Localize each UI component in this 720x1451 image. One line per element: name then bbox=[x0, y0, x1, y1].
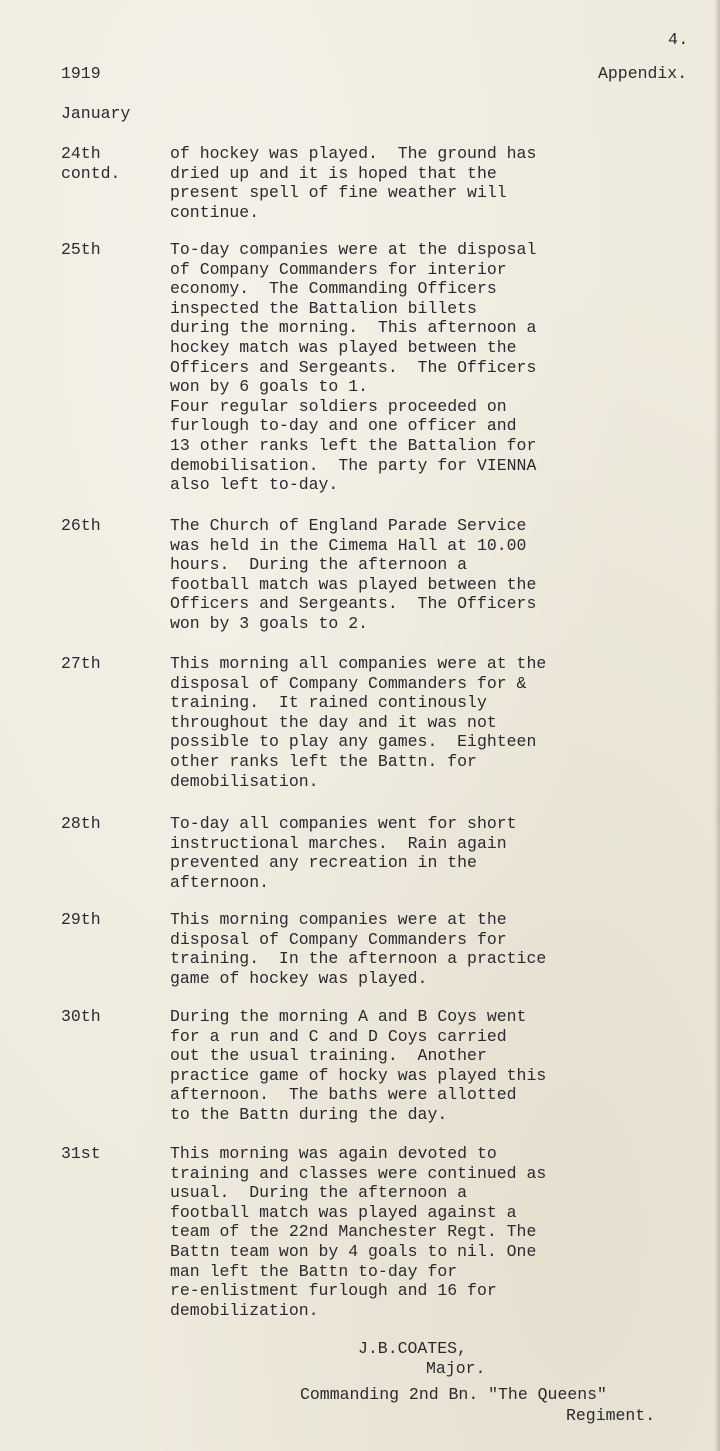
entry-line: of hockey was played. The ground has bbox=[170, 144, 537, 163]
signature-regiment-line: Regiment. bbox=[566, 1406, 656, 1425]
entry-line: furlough to-day and one officer and bbox=[170, 416, 517, 436]
entry-line: This morning all companies were at the bbox=[170, 654, 547, 673]
entry-line: also left to-day. bbox=[170, 475, 339, 495]
entry-line: training. In the afternoon a practice bbox=[170, 949, 547, 969]
entry-line: dried up and it is hoped that the bbox=[170, 163, 497, 183]
entry-line: usual. During the afternoon a bbox=[170, 1183, 468, 1203]
paper-edge-shadow bbox=[714, 0, 720, 1451]
entry-line: demobilization. bbox=[170, 1300, 319, 1320]
entry-line: This morning companies were at the bbox=[170, 910, 507, 929]
signature-name: J.B.COATES, bbox=[358, 1339, 467, 1358]
entry-text bbox=[170, 654, 630, 791]
entry-text bbox=[170, 1144, 630, 1320]
entry-line: hours. During the afternoon a bbox=[170, 555, 468, 575]
entry-line: for a run and C and D Coys carried bbox=[170, 1026, 507, 1046]
appendix-label: Appendix. bbox=[598, 64, 688, 83]
month-heading: January bbox=[61, 104, 131, 123]
entry-line: Four regular soldiers proceeded on bbox=[170, 396, 507, 416]
entry-line: other ranks left the Battn. for bbox=[170, 751, 477, 771]
entry-line: continue. bbox=[170, 202, 260, 222]
entry-line: demobilisation. bbox=[170, 771, 319, 791]
signature-command-line: Commanding 2nd Bn. "The Queens" bbox=[300, 1385, 607, 1404]
entry-date: 28th bbox=[61, 814, 101, 833]
entry-line: Officers and Sergeants. The Officers bbox=[170, 357, 537, 377]
entry-line: training. It rained continously bbox=[170, 693, 487, 713]
entry-line: was held in the Cimema Hall at 10.00 bbox=[170, 535, 527, 555]
entry-text bbox=[170, 516, 630, 634]
entry-date: 30th bbox=[61, 1007, 101, 1026]
entry-date: 25th bbox=[61, 240, 101, 259]
entry-line: to the Battn during the day. bbox=[170, 1104, 448, 1124]
entry-line: of Company Commanders for interior bbox=[170, 259, 507, 279]
entry-text bbox=[170, 814, 630, 892]
entry-line: man left the Battn to-day for bbox=[170, 1261, 458, 1281]
entry-text bbox=[170, 240, 630, 495]
entry-text bbox=[170, 144, 630, 222]
entry-date: 31st bbox=[61, 1144, 101, 1163]
entry-line: prevented any recreation in the bbox=[170, 853, 477, 873]
entry-line: game of hockey was played. bbox=[170, 968, 428, 988]
entry-line: This morning was again devoted to bbox=[170, 1144, 497, 1163]
entry-line: present spell of fine weather will bbox=[170, 183, 507, 203]
entry-date: 26th bbox=[61, 516, 101, 535]
entry-line: demobilisation. The party for VIENNA bbox=[170, 455, 537, 475]
entry-line: football match was played against a bbox=[170, 1202, 517, 1222]
entry-line: re-enlistment furlough and 16 for bbox=[170, 1281, 497, 1301]
entry-date: 27th bbox=[61, 654, 101, 673]
entry-line: To-day companies were at the disposal bbox=[170, 240, 537, 259]
entry-text bbox=[170, 1007, 630, 1125]
entry-line: instructional marches. Rain again bbox=[170, 833, 507, 853]
entry-line: During the morning A and B Coys went bbox=[170, 1007, 527, 1026]
entry-line: out the usual training. Another bbox=[170, 1046, 487, 1066]
entry-line: To-day all companies went for short bbox=[170, 814, 517, 833]
entry-line: during the morning. This afternoon a bbox=[170, 318, 537, 338]
entry-line: training and classes were continued as bbox=[170, 1163, 547, 1183]
entry-line: disposal of Company Commanders for & bbox=[170, 673, 527, 693]
entry-line: football match was played between the bbox=[170, 574, 537, 594]
entry-line: Officers and Sergeants. The Officers bbox=[170, 594, 537, 614]
entry-line: won by 6 goals to 1. bbox=[170, 377, 369, 397]
entry-line: hockey match was played between the bbox=[170, 337, 517, 357]
entry-date: 24th contd. bbox=[61, 144, 121, 183]
entry-line: team of the 22nd Manchester Regt. The bbox=[170, 1222, 537, 1242]
entry-line: throughout the day and it was not bbox=[170, 712, 497, 732]
entry-line: 13 other ranks left the Battalion for bbox=[170, 435, 537, 455]
entry-line: afternoon. bbox=[170, 872, 270, 892]
entry-text bbox=[170, 910, 630, 988]
entry-line: inspected the Battalion billets bbox=[170, 298, 477, 318]
entry-line: practice game of hocky was played this bbox=[170, 1065, 547, 1085]
entry-line: disposal of Company Commanders for bbox=[170, 929, 507, 949]
entry-line: Battn team won by 4 goals to nil. One bbox=[170, 1241, 537, 1261]
entry-line: economy. The Commanding Officers bbox=[170, 279, 497, 299]
entry-line: afternoon. The baths were allotted bbox=[170, 1085, 517, 1105]
entry-line: possible to play any games. Eighteen bbox=[170, 732, 537, 752]
entry-date: 29th bbox=[61, 910, 101, 929]
entry-line: The Church of England Parade Service bbox=[170, 516, 527, 535]
signature-rank: Major. bbox=[426, 1359, 486, 1378]
year-heading: 1919 bbox=[61, 64, 101, 83]
page-number: 4. bbox=[668, 30, 689, 49]
entry-line: won by 3 goals to 2. bbox=[170, 613, 369, 633]
